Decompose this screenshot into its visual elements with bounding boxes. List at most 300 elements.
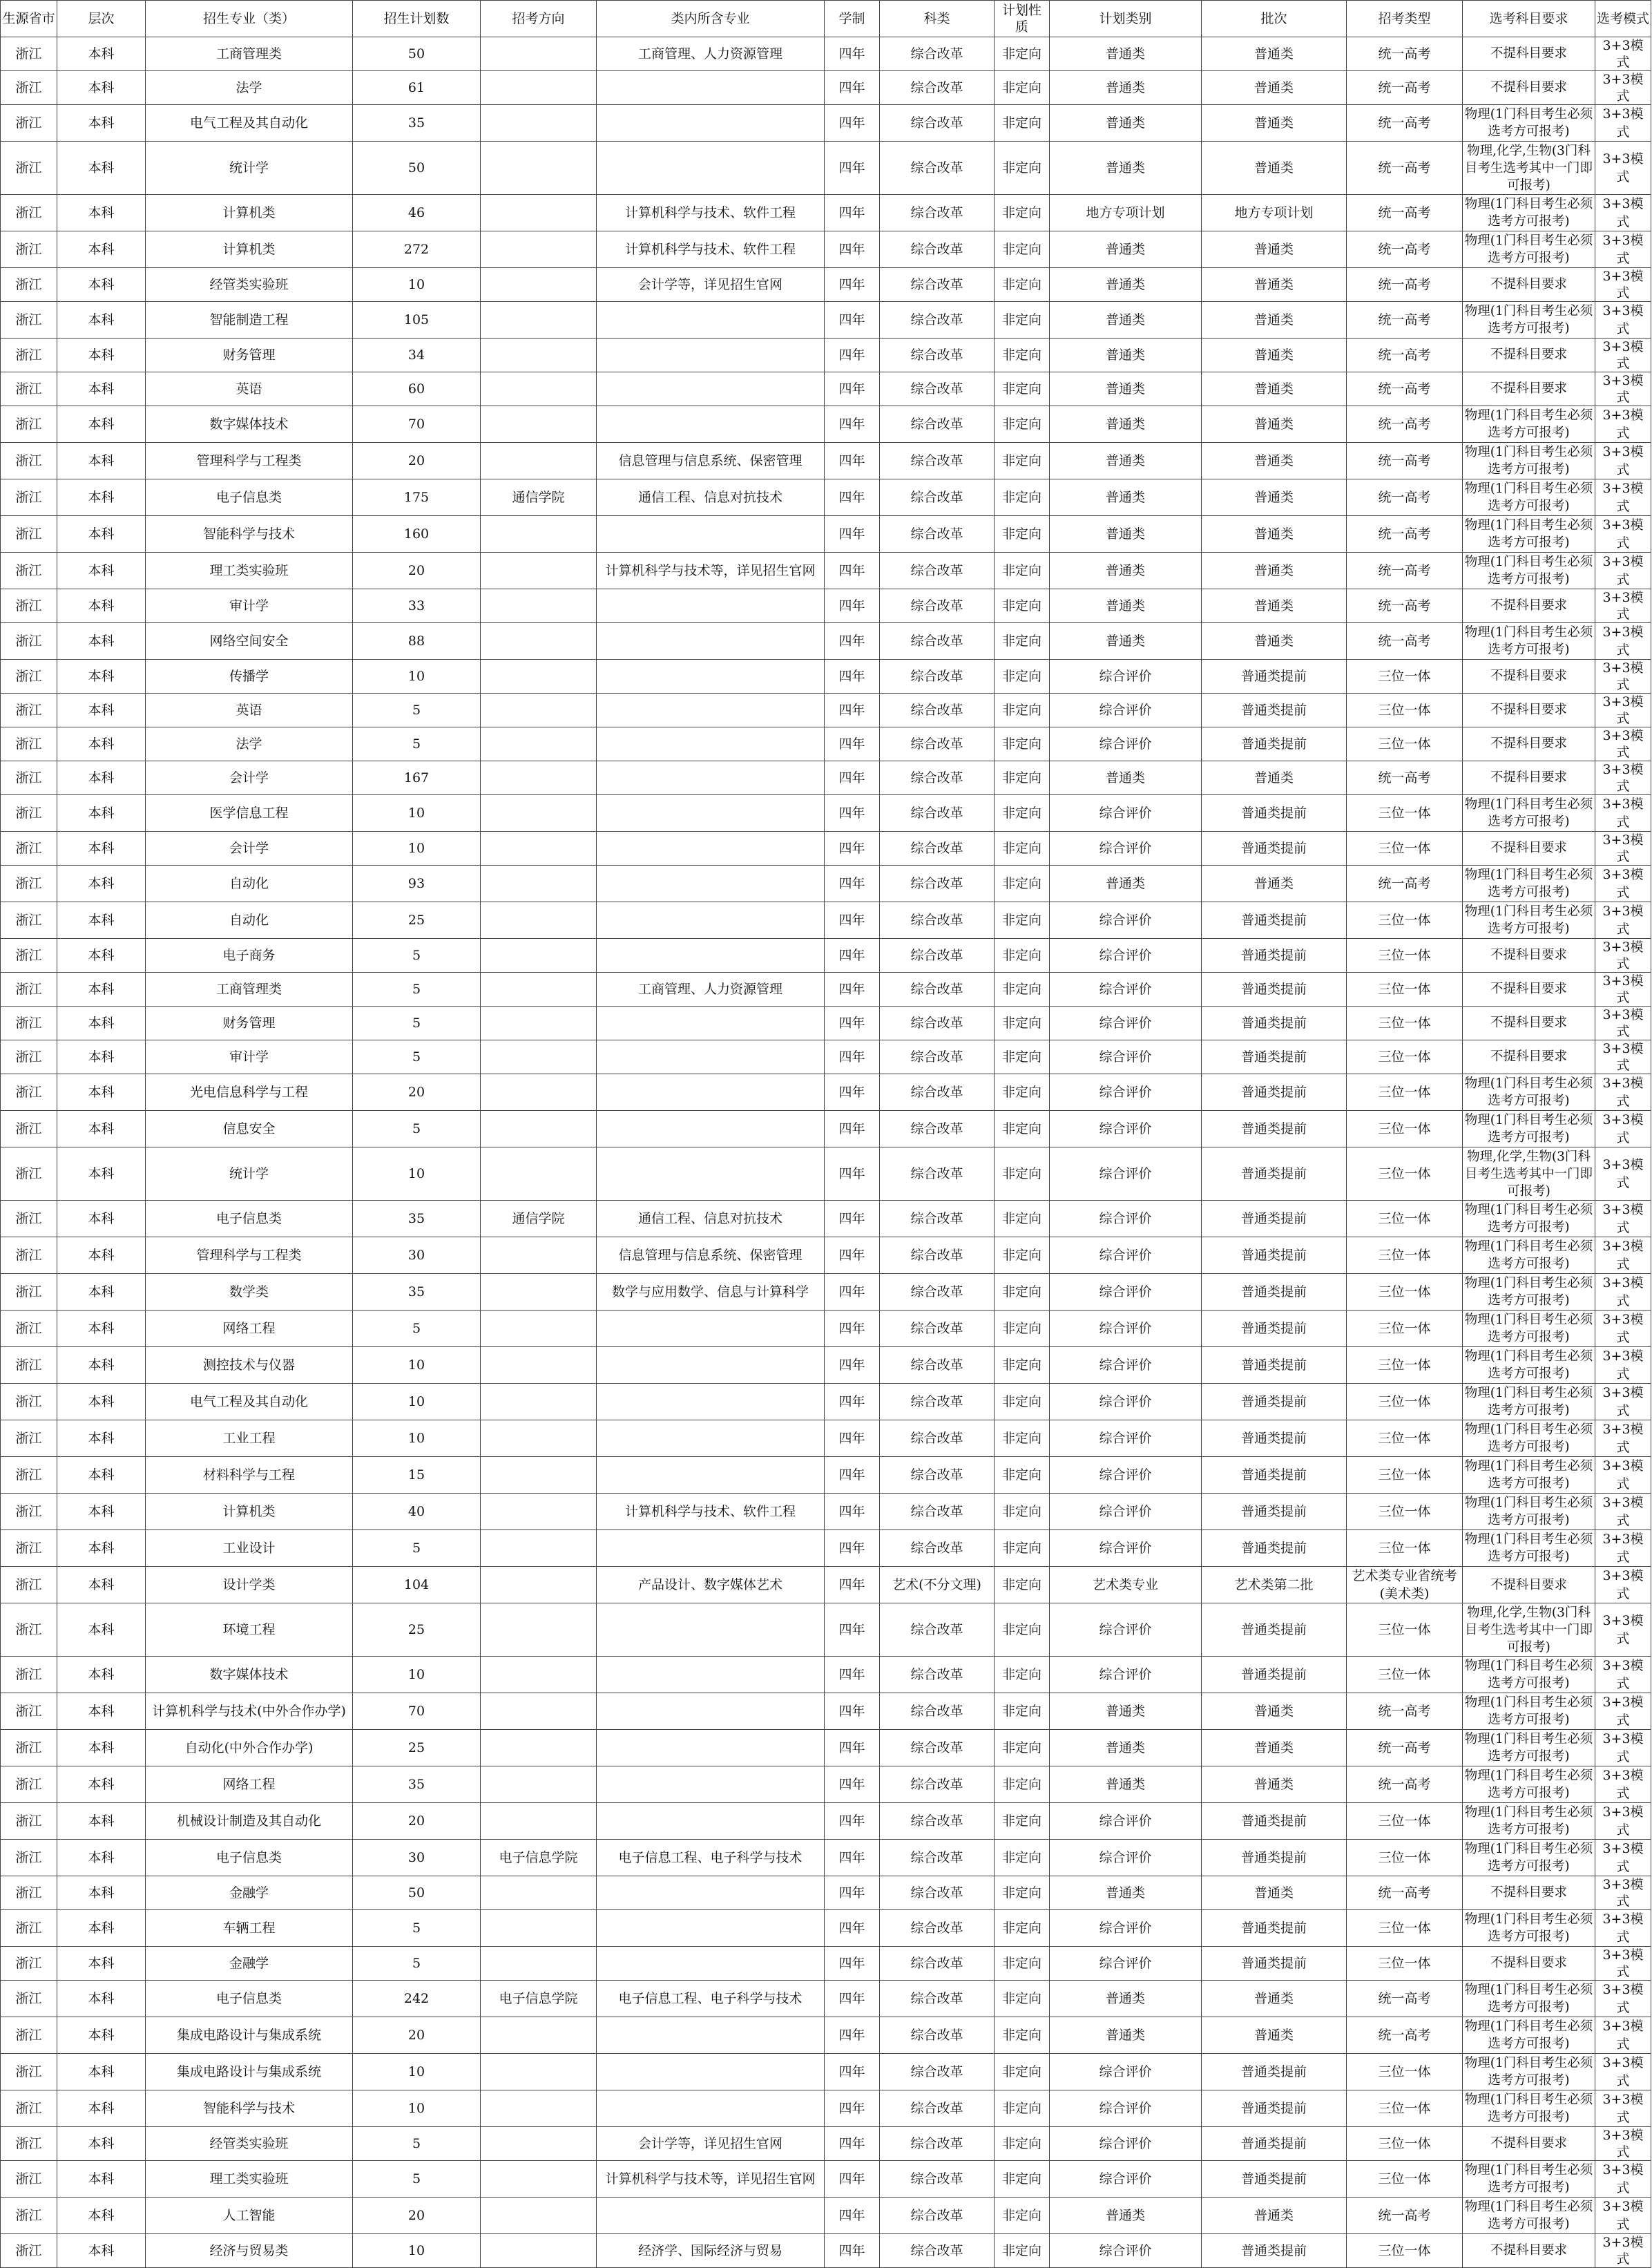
table-cell: 浙江	[1, 71, 57, 105]
table-cell: 四年	[825, 406, 880, 443]
table-cell: 不提科目要求	[1463, 660, 1595, 694]
table-cell: 统一高考	[1347, 761, 1463, 795]
table-cell	[481, 1237, 597, 1274]
table-cell: 机械设计制造及其自动化	[146, 1803, 353, 1840]
table-cell: 综合改革	[880, 231, 995, 268]
table-cell	[481, 1494, 597, 1530]
table-cell	[481, 1947, 597, 1981]
table-cell: 本科	[57, 1840, 146, 1876]
table-cell: 统一高考	[1347, 268, 1463, 302]
table-cell	[597, 1603, 825, 1657]
table-cell: 本科	[57, 553, 146, 589]
table-cell: 20	[353, 2017, 481, 2054]
table-cell: 四年	[825, 1494, 880, 1530]
table-cell: 3+3模式	[1595, 1074, 1651, 1111]
table-row	[1, 1311, 1651, 1347]
table-cell: 三位一体	[1347, 660, 1463, 694]
table-cell: 综合改革	[880, 1274, 995, 1311]
table-cell: 3+3模式	[1595, 1237, 1651, 1274]
table-cell: 本科	[57, 902, 146, 939]
table-cell: 3+3模式	[1595, 479, 1651, 516]
table-cell: 普通类提前	[1202, 1494, 1347, 1530]
table-cell: 艺术类第二批	[1202, 1567, 1347, 1603]
table-cell: 物理(1门科目考生必须选考方可报考)	[1463, 1111, 1595, 1147]
table-cell: 175	[353, 479, 481, 516]
table-cell	[597, 1530, 825, 1567]
header-cell: 学制	[825, 1, 880, 37]
table-cell: 普通类提前	[1202, 1201, 1347, 1237]
table-cell: 统一高考	[1347, 71, 1463, 105]
table-cell: 非定向	[995, 406, 1050, 443]
table-cell: 四年	[825, 1201, 880, 1237]
header-cell: 选考模式	[1595, 1, 1651, 37]
table-cell: 经管类实验班	[146, 2127, 353, 2161]
table-cell: 普通类提前	[1202, 2127, 1347, 2161]
table-cell: 35	[353, 105, 481, 142]
table-cell: 不提科目要求	[1463, 973, 1595, 1007]
table-cell: 物理(1门科目考生必须选考方可报考)	[1463, 795, 1595, 832]
table-cell	[597, 1457, 825, 1494]
table-cell: 本科	[57, 939, 146, 973]
table-cell: 非定向	[995, 2234, 1050, 2268]
table-cell: 三位一体	[1347, 1040, 1463, 1074]
table-cell: 综合改革	[880, 105, 995, 142]
table-cell	[481, 939, 597, 973]
table-cell: 综合改革	[880, 1201, 995, 1237]
table-cell: 普通类提前	[1202, 902, 1347, 939]
table-cell: 电气工程及其自动化	[146, 105, 353, 142]
table-cell: 普通类提前	[1202, 1007, 1347, 1040]
table-cell: 计算机类	[146, 195, 353, 231]
table-cell: 10	[353, 1147, 481, 1201]
table-cell: 普通类	[1202, 268, 1347, 302]
table-cell: 3+3模式	[1595, 1693, 1651, 1730]
table-body	[1, 37, 1651, 2268]
table-cell: 非定向	[995, 1494, 1050, 1530]
table-cell: 普通类	[1202, 516, 1347, 553]
table-cell: 理工类实验班	[146, 553, 353, 589]
table-cell	[481, 1730, 597, 1766]
table-cell: 综合改革	[880, 589, 995, 623]
table-cell: 综合评价	[1050, 1803, 1202, 1840]
table-cell: 经济学、国际经济与贸易	[597, 2234, 825, 2268]
table-cell: 财务管理	[146, 1007, 353, 1040]
table-cell: 70	[353, 1693, 481, 1730]
table-cell: 普通类	[1050, 866, 1202, 902]
table-cell: 3+3模式	[1595, 795, 1651, 832]
table-cell: 统一高考	[1347, 339, 1463, 372]
table-cell: 35	[353, 1201, 481, 1237]
table-cell: 综合改革	[880, 71, 995, 105]
table-cell: 本科	[57, 1111, 146, 1147]
table-cell: 综合改革	[880, 37, 995, 71]
table-cell: 本科	[57, 71, 146, 105]
table-cell: 本科	[57, 1603, 146, 1657]
table-cell: 综合评价	[1050, 973, 1202, 1007]
table-cell	[481, 727, 597, 761]
table-cell: 浙江	[1, 443, 57, 479]
table-cell: 浙江	[1, 2161, 57, 2198]
table-cell	[481, 832, 597, 866]
table-cell	[481, 37, 597, 71]
table-cell	[481, 1074, 597, 1111]
table-cell: 集成电路设计与集成系统	[146, 2017, 353, 2054]
table-cell: 160	[353, 516, 481, 553]
table-cell: 统一高考	[1347, 1730, 1463, 1766]
table-cell: 3+3模式	[1595, 2198, 1651, 2234]
table-cell	[481, 2054, 597, 2090]
table-cell: 艺术类专业	[1050, 1567, 1202, 1603]
table-cell: 普通类提前	[1202, 1347, 1347, 1384]
table-cell: 通信工程、信息对抗技术	[597, 479, 825, 516]
table-cell: 智能科学与技术	[146, 2090, 353, 2127]
table-cell: 综合评价	[1050, 727, 1202, 761]
table-cell: 综合改革	[880, 1347, 995, 1384]
table-cell: 英语	[146, 694, 353, 727]
table-cell: 普通类	[1202, 2017, 1347, 2054]
table-cell: 浙江	[1, 1111, 57, 1147]
table-cell: 普通类提前	[1202, 694, 1347, 727]
table-cell: 产品设计、数字媒体艺术	[597, 1567, 825, 1603]
table-cell: 信息管理与信息系统、保密管理	[597, 443, 825, 479]
table-cell: 不提科目要求	[1463, 71, 1595, 105]
table-cell: 普通类	[1202, 406, 1347, 443]
table-cell: 20	[353, 1803, 481, 1840]
table-row	[1, 1040, 1651, 1074]
table-row	[1, 1603, 1651, 1657]
table-cell	[597, 2017, 825, 2054]
table-cell: 3+3模式	[1595, 2017, 1651, 2054]
table-cell: 3+3模式	[1595, 406, 1651, 443]
table-cell: 本科	[57, 268, 146, 302]
table-cell: 非定向	[995, 1384, 1050, 1420]
table-cell: 物理(1门科目考生必须选考方可报考)	[1463, 406, 1595, 443]
header-cell: 选考科目要求	[1463, 1, 1595, 37]
table-cell: 3+3模式	[1595, 727, 1651, 761]
table-cell: 非定向	[995, 1237, 1050, 1274]
table-cell: 本科	[57, 1347, 146, 1384]
table-cell: 统计学	[146, 142, 353, 195]
table-cell	[481, 1657, 597, 1693]
table-cell: 88	[353, 623, 481, 660]
table-cell	[481, 372, 597, 406]
table-cell: 不提科目要求	[1463, 268, 1595, 302]
table-cell: 三位一体	[1347, 939, 1463, 973]
table-cell: 电子信息类	[146, 479, 353, 516]
table-cell: 地方专项计划	[1202, 195, 1347, 231]
table-cell	[481, 866, 597, 902]
table-cell	[481, 623, 597, 660]
header-cell: 招考类型	[1347, 1, 1463, 37]
table-cell: 浙江	[1, 902, 57, 939]
table-cell	[597, 1693, 825, 1730]
table-cell: 综合评价	[1050, 1074, 1202, 1111]
table-cell: 3+3模式	[1595, 1567, 1651, 1603]
table-cell: 统一高考	[1347, 623, 1463, 660]
table-cell: 综合评价	[1050, 660, 1202, 694]
table-row	[1, 1384, 1651, 1420]
table-cell	[597, 1347, 825, 1384]
table-cell: 33	[353, 589, 481, 623]
table-cell: 浙江	[1, 553, 57, 589]
table-cell: 综合评价	[1050, 1237, 1202, 1274]
table-cell: 浙江	[1, 1420, 57, 1457]
table-cell: 经济与贸易类	[146, 2234, 353, 2268]
table-cell: 物理(1门科目考生必须选考方可报考)	[1463, 1347, 1595, 1384]
table-cell: 非定向	[995, 231, 1050, 268]
table-cell: 普通类提前	[1202, 1040, 1347, 1074]
table-cell: 统一高考	[1347, 372, 1463, 406]
table-cell: 三位一体	[1347, 694, 1463, 727]
table-cell: 计算机科学与技术、软件工程	[597, 1494, 825, 1530]
table-cell: 非定向	[995, 902, 1050, 939]
table-cell: 电子信息类	[146, 1981, 353, 2017]
table-cell: 浙江	[1, 372, 57, 406]
table-cell: 本科	[57, 1693, 146, 1730]
table-cell: 四年	[825, 516, 880, 553]
table-cell: 物理,化学,生物(3门科目考生选考其中一门即可报考)	[1463, 1147, 1595, 1201]
table-cell: 3+3模式	[1595, 105, 1651, 142]
header-cell: 生源省市	[1, 1, 57, 37]
table-cell: 综合评价	[1050, 694, 1202, 727]
table-row	[1, 2127, 1651, 2161]
table-cell: 浙江	[1, 1274, 57, 1311]
table-cell: 本科	[57, 1567, 146, 1603]
table-cell: 本科	[57, 761, 146, 795]
table-cell: 综合改革	[880, 339, 995, 372]
table-cell: 3+3模式	[1595, 866, 1651, 902]
table-cell: 不提科目要求	[1463, 939, 1595, 973]
table-cell: 浙江	[1, 1007, 57, 1040]
table-cell: 统计学	[146, 1147, 353, 1201]
header-cell: 招考方向	[481, 1, 597, 37]
table-cell: 普通类	[1050, 2198, 1202, 2234]
table-cell: 本科	[57, 1007, 146, 1040]
table-cell: 浙江	[1, 761, 57, 795]
table-cell: 普通类	[1202, 71, 1347, 105]
table-cell: 3+3模式	[1595, 372, 1651, 406]
table-cell	[481, 973, 597, 1007]
table-cell: 综合改革	[880, 553, 995, 589]
table-cell: 浙江	[1, 1766, 57, 1803]
table-cell: 非定向	[995, 339, 1050, 372]
table-cell: 3+3模式	[1595, 2054, 1651, 2090]
table-cell: 管理科学与工程类	[146, 443, 353, 479]
table-cell: 三位一体	[1347, 1274, 1463, 1311]
table-cell: 计算机科学与技术(中外合作办学)	[146, 1693, 353, 1730]
table-cell: 普通类提前	[1202, 1274, 1347, 1311]
table-cell: 网络工程	[146, 1311, 353, 1347]
table-cell: 5	[353, 2161, 481, 2198]
table-cell: 本科	[57, 1947, 146, 1981]
table-cell: 物理(1门科目考生必须选考方可报考)	[1463, 443, 1595, 479]
table-cell: 浙江	[1, 1237, 57, 1274]
table-cell: 普通类	[1202, 1693, 1347, 1730]
table-cell: 10	[353, 2234, 481, 2268]
table-cell: 四年	[825, 1910, 880, 1947]
table-cell: 综合改革	[880, 973, 995, 1007]
table-cell: 非定向	[995, 2127, 1050, 2161]
table-cell: 34	[353, 339, 481, 372]
table-cell: 四年	[825, 1420, 880, 1457]
table-cell: 非定向	[995, 479, 1050, 516]
table-row	[1, 2234, 1651, 2268]
table-cell: 3+3模式	[1595, 1603, 1651, 1657]
table-cell: 非定向	[995, 1603, 1050, 1657]
table-cell: 浙江	[1, 2234, 57, 2268]
header-row	[1, 1, 1651, 37]
table-cell: 普通类提前	[1202, 973, 1347, 1007]
table-cell: 非定向	[995, 1457, 1050, 1494]
table-cell	[597, 1730, 825, 1766]
table-cell	[481, 1384, 597, 1420]
table-cell: 不提科目要求	[1463, 2127, 1595, 2161]
table-cell: 综合改革	[880, 1074, 995, 1111]
table-cell	[481, 195, 597, 231]
table-cell	[481, 231, 597, 268]
table-cell	[597, 2198, 825, 2234]
table-cell	[481, 1147, 597, 1201]
table-cell: 统一高考	[1347, 406, 1463, 443]
table-cell: 四年	[825, 1347, 880, 1384]
table-cell: 3+3模式	[1595, 268, 1651, 302]
table-cell: 105	[353, 302, 481, 339]
table-cell: 普通类	[1202, 142, 1347, 195]
table-cell	[481, 516, 597, 553]
table-cell: 不提科目要求	[1463, 589, 1595, 623]
table-cell: 三位一体	[1347, 1111, 1463, 1147]
table-cell: 四年	[825, 660, 880, 694]
table-cell: 普通类	[1202, 443, 1347, 479]
table-cell: 3+3模式	[1595, 1803, 1651, 1840]
table-row	[1, 553, 1651, 589]
table-cell: 四年	[825, 2090, 880, 2127]
table-cell: 非定向	[995, 1840, 1050, 1876]
table-cell: 三位一体	[1347, 2161, 1463, 2198]
table-cell: 综合改革	[880, 2198, 995, 2234]
table-cell: 金融学	[146, 1947, 353, 1981]
table-cell: 四年	[825, 1530, 880, 1567]
table-cell: 三位一体	[1347, 1657, 1463, 1693]
table-cell: 统一高考	[1347, 866, 1463, 902]
table-cell	[481, 1007, 597, 1040]
table-cell: 电子信息学院	[481, 1981, 597, 2017]
table-cell: 普通类	[1050, 105, 1202, 142]
table-cell: 10	[353, 795, 481, 832]
table-cell: 非定向	[995, 195, 1050, 231]
table-cell: 本科	[57, 1766, 146, 1803]
table-cell: 3+3模式	[1595, 516, 1651, 553]
table-cell: 3+3模式	[1595, 1840, 1651, 1876]
table-cell: 非定向	[995, 761, 1050, 795]
table-cell: 本科	[57, 339, 146, 372]
table-cell: 本科	[57, 973, 146, 1007]
table-cell: 3+3模式	[1595, 1347, 1651, 1384]
table-cell	[481, 339, 597, 372]
table-row	[1, 1657, 1651, 1693]
table-cell: 统一高考	[1347, 37, 1463, 71]
table-cell: 本科	[57, 372, 146, 406]
table-row	[1, 37, 1651, 71]
table-cell: 非定向	[995, 1311, 1050, 1347]
table-cell: 物理(1门科目考生必须选考方可报考)	[1463, 1274, 1595, 1311]
table-cell: 非定向	[995, 1347, 1050, 1384]
table-cell: 三位一体	[1347, 832, 1463, 866]
table-row	[1, 1457, 1651, 1494]
table-row	[1, 1007, 1651, 1040]
table-cell: 综合评价	[1050, 1384, 1202, 1420]
table-cell: 四年	[825, 302, 880, 339]
table-cell: 普通类	[1202, 1981, 1347, 2017]
table-cell: 综合改革	[880, 2127, 995, 2161]
table-cell: 非定向	[995, 2090, 1050, 2127]
table-cell	[597, 1657, 825, 1693]
table-cell: 通信工程、信息对抗技术	[597, 1201, 825, 1237]
table-cell: 浙江	[1, 1147, 57, 1201]
table-cell: 普通类	[1202, 1876, 1347, 1910]
table-cell	[597, 105, 825, 142]
table-cell: 3+3模式	[1595, 1384, 1651, 1420]
table-cell: 艺术类专业省统考(美术类)	[1347, 1567, 1463, 1603]
table-cell	[597, 866, 825, 902]
table-cell: 四年	[825, 71, 880, 105]
table-cell: 本科	[57, 1910, 146, 1947]
table-cell: 本科	[57, 1494, 146, 1530]
table-cell: 浙江	[1, 623, 57, 660]
table-cell: 本科	[57, 623, 146, 660]
table-cell: 三位一体	[1347, 1311, 1463, 1347]
table-cell	[481, 795, 597, 832]
table-cell	[597, 1947, 825, 1981]
table-cell	[481, 1603, 597, 1657]
table-cell: 普通类提前	[1202, 1840, 1347, 1876]
table-cell: 三位一体	[1347, 1803, 1463, 1840]
table-cell: 3+3模式	[1595, 231, 1651, 268]
table-cell: 物理(1门科目考生必须选考方可报考)	[1463, 2090, 1595, 2127]
table-cell: 非定向	[995, 1111, 1050, 1147]
table-row	[1, 231, 1651, 268]
table-cell: 非定向	[995, 1147, 1050, 1201]
table-cell: 普通类提前	[1202, 1457, 1347, 1494]
table-cell: 不提科目要求	[1463, 761, 1595, 795]
table-cell: 非定向	[995, 71, 1050, 105]
table-cell: 93	[353, 866, 481, 902]
table-cell: 理工类实验班	[146, 2161, 353, 2198]
header-cell: 科类	[880, 1, 995, 37]
table-cell: 综合改革	[880, 1657, 995, 1693]
table-cell: 3+3模式	[1595, 1274, 1651, 1311]
table-row	[1, 71, 1651, 105]
table-cell: 5	[353, 727, 481, 761]
table-cell: 物理(1门科目考生必须选考方可报考)	[1463, 105, 1595, 142]
table-cell: 物理(1门科目考生必须选考方可报考)	[1463, 866, 1595, 902]
table-cell: 三位一体	[1347, 973, 1463, 1007]
table-cell: 综合评价	[1050, 1840, 1202, 1876]
table-cell: 本科	[57, 2198, 146, 2234]
table-cell: 浙江	[1, 1840, 57, 1876]
table-cell	[597, 1007, 825, 1040]
table-cell: 普通类	[1202, 589, 1347, 623]
table-cell: 综合改革	[880, 1530, 995, 1567]
table-cell: 四年	[825, 795, 880, 832]
table-cell: 三位一体	[1347, 1147, 1463, 1201]
table-cell: 3+3模式	[1595, 589, 1651, 623]
table-cell: 物理(1门科目考生必须选考方可报考)	[1463, 516, 1595, 553]
table-cell	[481, 105, 597, 142]
table-cell: 会计学等，详见招生官网	[597, 268, 825, 302]
header-cell: 批次	[1202, 1, 1347, 37]
header-cell: 计划类别	[1050, 1, 1202, 37]
